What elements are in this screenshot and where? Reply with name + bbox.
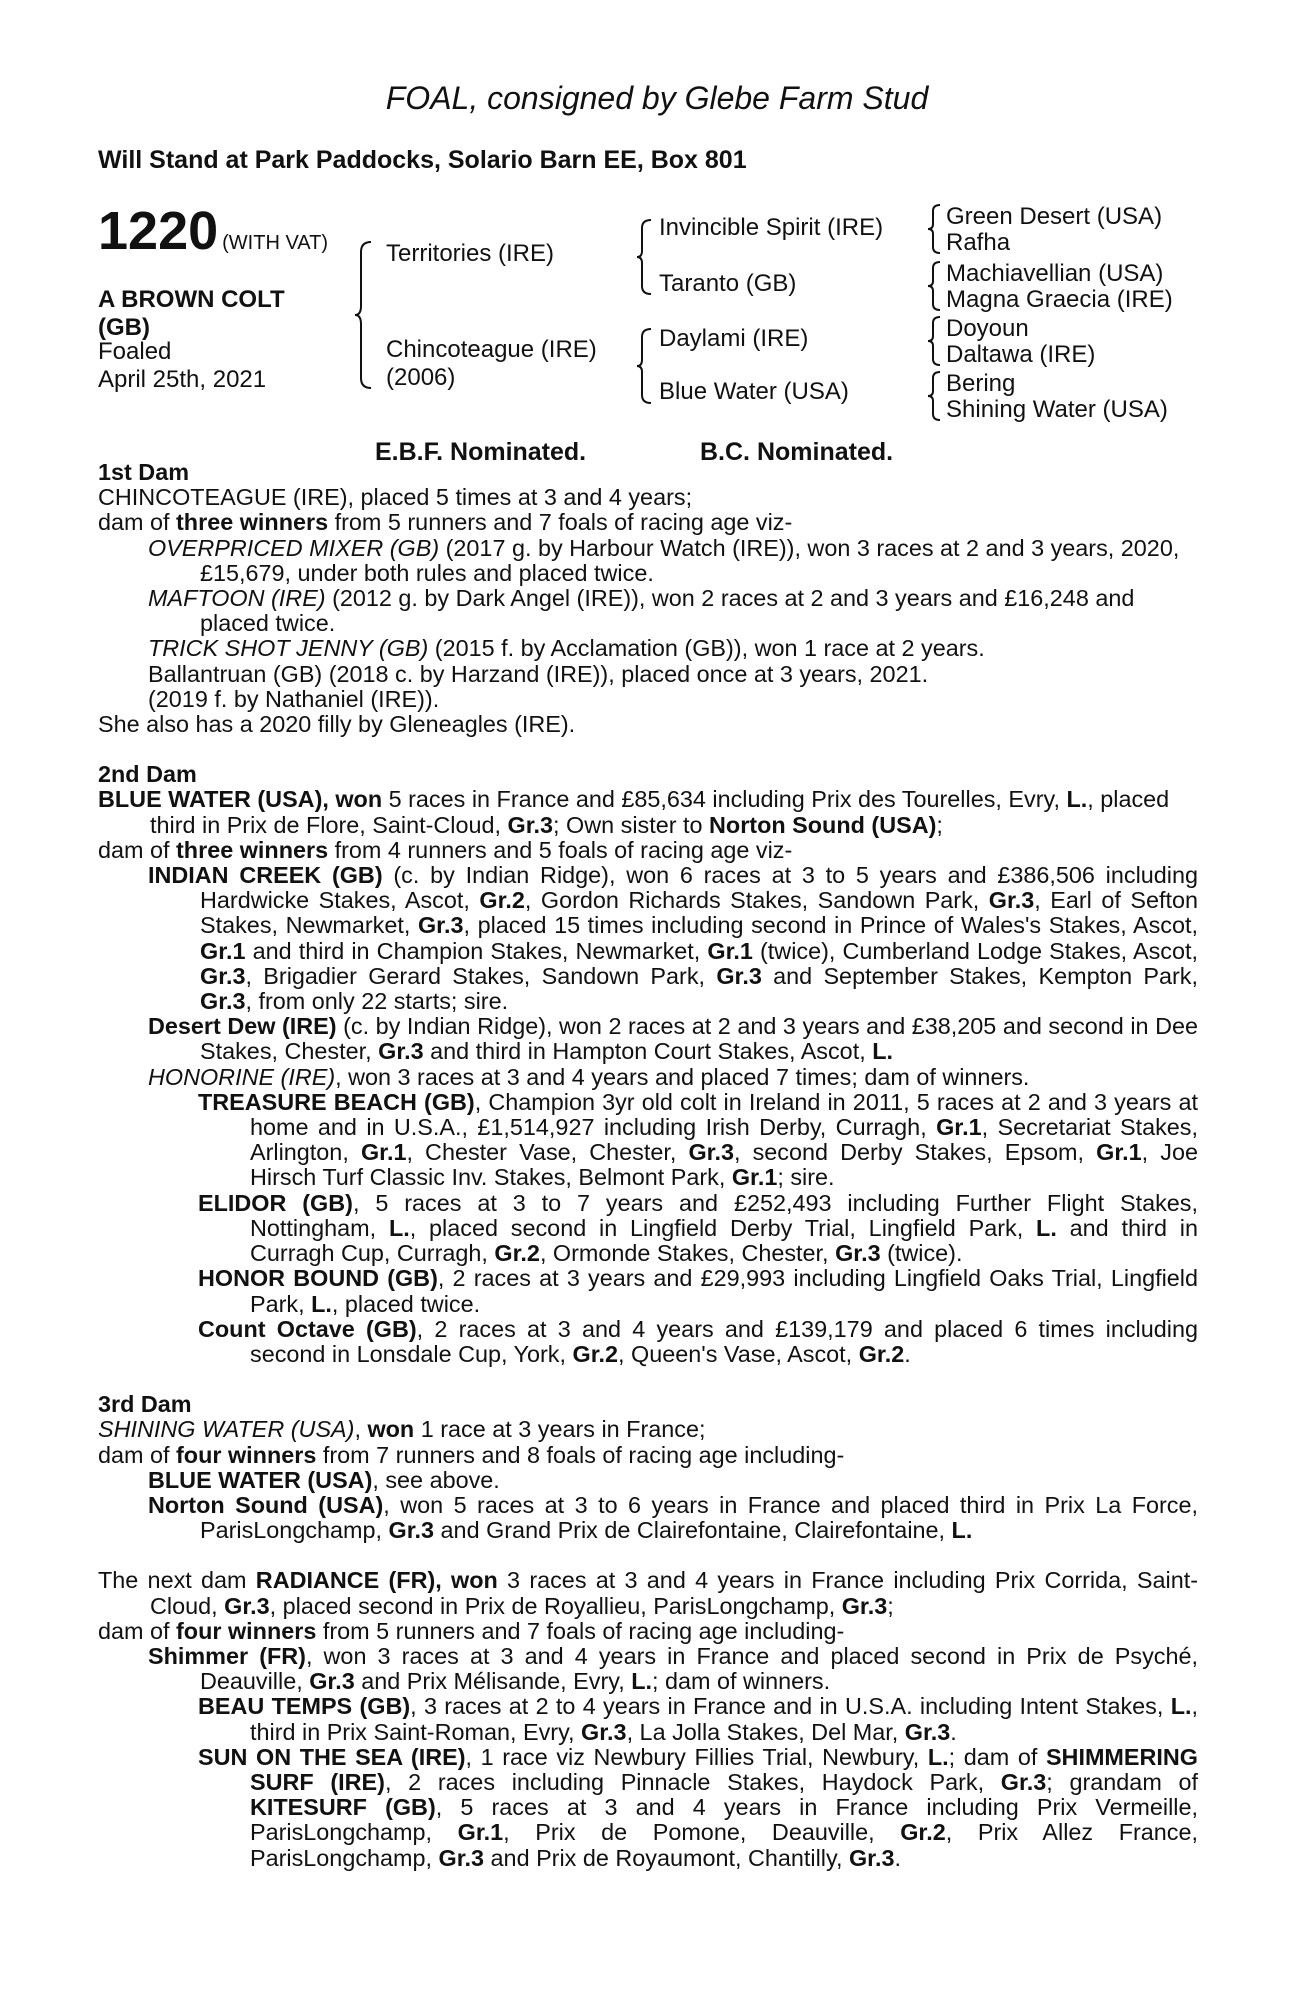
next-dam-produce-summary: dam of four winners from 5 runners and 7 foals of racing age including- (98, 1617, 845, 1644)
pedigree-dam (386, 336, 597, 392)
first-dam-produce-summary: dam of three winners from 5 runners and 7 foals of racing age viz- (98, 509, 793, 536)
pedigree-gen3-1: Green Desert (USA) (946, 203, 1163, 230)
pedigree-brace-g3-1 (928, 203, 942, 255)
bc-nomination: B.C. Nominated. (700, 438, 894, 466)
pedigree-brace-sire (637, 218, 653, 296)
produce-norton-sound: Norton Sound (USA), won 5 races at 3 to 6 years in France and placed third in Prix La Force, ParisLongchamp, Gr.3 and Grand Prix de Clairefontaine, Clairefontaine, L. (148, 1491, 1198, 1544)
produce-indian-creek: INDIAN CREEK (GB) (c. by Indian Ridge), won 6 races at 3 to 5 years and £386,506 including Hardwicke Stakes, Ascot, Gr.2, Gordon Richards Stakes, Sandown Park, Gr.3, Earl of Sefton Stakes, Newmarket, Gr.3, placed 15 times including second in Prince of Wales's Stakes, Ascot, Gr.1 and third in Champion Stakes, Newmarket, Gr.1 (twice), Cumberland Lodge Stakes, Ascot, Gr.3, Brigadier Gerard Stakes, Sandown Park, Gr.3 and September Stakes, Kempton Park, Gr.3, from only 22 starts; sire. (148, 862, 1199, 1015)
produce-maftoon: MAFTOON (IRE) (2012 g. by Dark Angel (IRE)), won 2 races at 2 and 3 years and £16,248 and placed twice. (148, 585, 1135, 637)
pedigree-gen2-4: Blue Water (USA) (659, 378, 849, 405)
horse-description (98, 286, 285, 342)
pedigree-brace-g3-2 (928, 260, 942, 312)
pedigree-gen3-4: Magna Graecia (IRE) (946, 286, 1173, 313)
produce-sun-on-the-sea: SUN ON THE SEA (IRE), 1 race viz Newbury Fillies Trial, Newbury, L.; dam of SHIMMERING SURF (IRE), 2 races including Pinnacle Stakes, Haydock Park, Gr.3; grandam of KITESURF (GB), 5 races at 3 and 4 years in France including Prix Vermeille, ParisLongchamp, Gr.1, Prix de Pomone, Deauville, Gr.2, Prix Allez France, ParisLongchamp, Gr.3 and Prix de Royaumont, Chantilly, Gr.3. (198, 1743, 1199, 1871)
third-dam-line: SHINING WATER (USA), won 1 race at 3 years in France; (98, 1416, 706, 1443)
vat-note: (WITH VAT) (222, 232, 329, 254)
pedigree-gen2-2: Taranto (GB) (659, 270, 797, 297)
pedigree-gen3-8: Shining Water (USA) (946, 396, 1168, 423)
next-dam-line: The next dam RADIANCE (FR), won 3 races at 3 and 4 years in France including Prix Corrida, Saint-Cloud, Gr.3, placed second in Prix de Royallieu, ParisLongchamp, Gr.3; (98, 1567, 1198, 1619)
catalogue-body (98, 460, 1198, 1871)
produce-beau-temps: BEAU TEMPS (GB), 3 races at 2 to 4 years in France and in U.S.A. including Intent Stakes, L., third in Prix Saint-Roman, Evry, Gr.3, La Jolla Stakes, Del Mar, Gr.3. (198, 1693, 1198, 1745)
pedigree-gen3-7: Bering (946, 370, 1016, 397)
second-dam-heading: 2nd Dam (98, 761, 197, 788)
pedigree-brace-g3-3 (928, 315, 942, 367)
produce-treasure-beach: TREASURE BEACH (GB), Champion 3yr old colt in Ireland in 2011, 5 races at 2 and 3 years at home and in U.S.A., £1,514,927 including Irish Derby, Curragh, Gr.1, Secretariat Stakes, Arlington, Gr.1, Chester Vase, Chester, Gr.3, second Derby Stakes, Epsom, Gr.1, Joe Hirsch Turf Classic Inv. Stakes, Belmont Park, Gr.1; sire. (198, 1088, 1198, 1191)
produce-2019-filly: (2019 f. by Nathaniel (IRE)). (148, 685, 440, 712)
third-dam-produce-summary: dam of four winners from 7 runners and 8 foals of racing age including- (98, 1441, 845, 1468)
produce-honorine: HONORINE (IRE), won 3 races at 3 and 4 years and placed 7 times; dam of winners. (148, 1063, 1030, 1090)
horse-country: (GB) (98, 314, 150, 341)
stand-location: Will Stand at Park Paddocks, Solario Barn EE, Box 801 (98, 146, 747, 174)
first-dam-note: She also has a 2020 filly by Gleneagles (IRE). (98, 711, 576, 738)
produce-ballantruan: Ballantruan (GB) (2018 c. by Harzand (IRE)), placed once at 3 years, 2021. (148, 660, 929, 687)
produce-count-octave: Count Octave (GB), 2 races at 3 and 4 years and £139,179 and placed 6 times including second in Lonsdale Cup, York, Gr.2, Queen's Vase, Ascot, Gr.2. (198, 1315, 1198, 1367)
pedigree-gen2-3: Daylami (IRE) (659, 325, 809, 352)
first-dam-heading: 1st Dam (98, 459, 190, 485)
produce-trick-shot-jenny: TRICK SHOT JENNY (GB) (2015 f. by Acclamation (GB)), won 1 race at 2 years. (148, 635, 985, 662)
produce-overpriced-mixer: OVERPRICED MIXER (GB) (2017 g. by Harbour Watch (IRE)), won 3 races at 2 and 3 years, 2020, £15,679, under both rules and placed twice. (148, 534, 1180, 586)
produce-blue-water: BLUE WATER (USA), see above. (148, 1466, 500, 1493)
produce-honor-bound: HONOR BOUND (GB), 2 races at 3 years and £29,993 including Lingfield Oaks Trial, Lingfield Park, L., placed twice. (198, 1265, 1198, 1317)
produce-elidor: ELIDOR (GB), 5 races at 3 to 7 years and £252,493 including Further Flight Stakes, Nottingham, L., placed second in Lingfield Derby Trial, Lingfield Park, L. and third in Curragh Cup, Curragh, Gr.2, Ormonde Stakes, Chester, Gr.3 (twice). (198, 1189, 1199, 1267)
pedigree-dam-year: (2006) (386, 364, 456, 391)
pedigree-brace-dam (637, 327, 653, 405)
pedigree-gen3-3: Machiavellian (USA) (946, 260, 1164, 287)
first-dam-line: CHINCOTEAGUE (IRE), placed 5 times at 3 and 4 years; (98, 484, 693, 511)
pedigree-gen3-6: Daltawa (IRE) (946, 341, 1096, 368)
second-dam-produce-summary: dam of three winners from 4 runners and 5 foals of racing age viz- (98, 836, 793, 863)
pedigree-gen2-1: Invincible Spirit (IRE) (659, 214, 884, 241)
pedigree-gen3-2: Rafha (946, 229, 1011, 256)
second-dam-line: BLUE WATER (USA), won 5 races in France and £85,634 including Prix des Tourelles, Evry, L., placed third in Prix de Flore, Saint-Cloud, Gr.3; Own sister to Norton Sound (USA); (98, 786, 1170, 838)
foaling-info (98, 338, 266, 394)
produce-shimmer: Shimmer (FR), won 3 races at 3 and 4 years in France and placed second in Prix de Psyché, Deauville, Gr.3 and Prix Mélisande, Evry, L.; dam of winners. (148, 1642, 1198, 1695)
pedigree-dam-name: Chincoteague (IRE) (386, 336, 597, 363)
lot-number-value: 1220 (98, 201, 219, 261)
pedigree-brace-main (355, 240, 375, 390)
ebf-nomination: E.B.F. Nominated. (375, 438, 587, 466)
pedigree-sire: Territories (IRE) (386, 240, 555, 267)
third-dam-heading: 3rd Dam (98, 1391, 192, 1418)
lot-number (98, 201, 329, 270)
pedigree-brace-g3-4 (928, 370, 942, 422)
horse-sex-colour: A BROWN COLT (98, 286, 285, 313)
consignor-line: FOAL, consigned by Glebe Farm Stud (385, 80, 929, 116)
pedigree-gen3-5: Doyoun (946, 315, 1029, 342)
produce-desert-dew: Desert Dew (IRE) (c. by Indian Ridge), won 2 races at 2 and 3 years and £38,205 and second in Dee Stakes, Chester, Gr.3 and third in Hampton Court Stakes, Ascot, L. (148, 1013, 1198, 1065)
foaled-label: Foaled (98, 338, 172, 365)
foaled-date: April 25th, 2021 (98, 366, 267, 393)
